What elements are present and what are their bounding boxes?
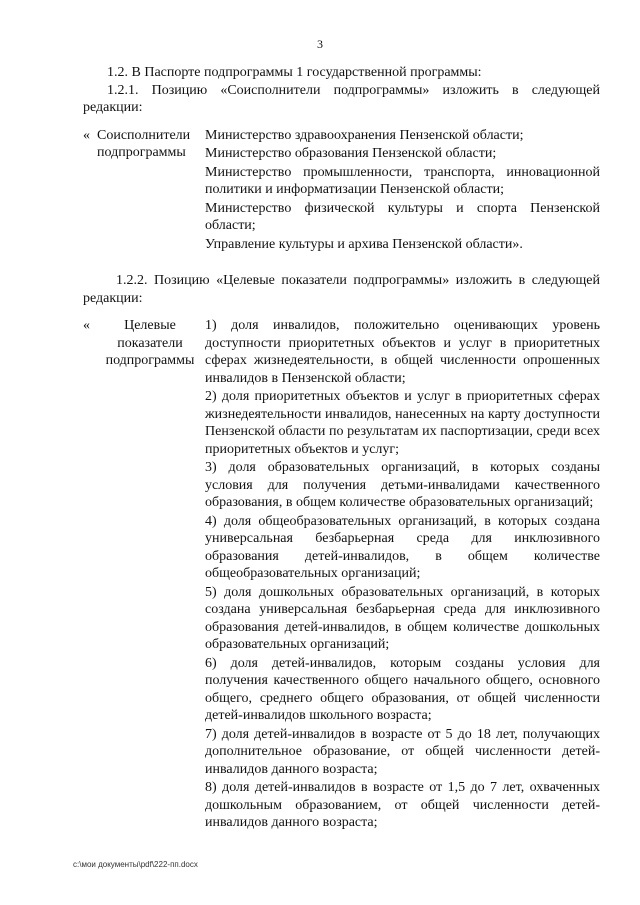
indicator-item: 4) доля общеобразовательных организаций, в которых создана универсальная безбарьерная среда для инклюзивного образования детей-инвалидов, в общем количестве общеобразовательных организаций;	[205, 513, 600, 581]
opening-quote: «	[83, 318, 90, 333]
co-executor-item: Министерство образования Пензенской области;	[205, 146, 497, 161]
indicator-item: 6) доля детей-инвалидов, которым созданы условия для получения качественного общего начального общего, основного общего, среднего общего образования, от общей численности детей-инвалидов школьного возраста;	[205, 655, 600, 723]
indicator-item: 8) доля детей-инвалидов в возрасте от 1,5 до 7 лет, охваченных дошкольным образованием, от общей численности детей-инвалидов данного возраста;	[205, 780, 600, 830]
co-executor-item: Управление культуры и архива Пензенской области».	[205, 236, 523, 252]
page-number: 3	[317, 37, 323, 51]
co-executors-label-cell	[83, 127, 205, 255]
target-indicators-label: Целевые показатели подпрограммы	[105, 318, 195, 368]
co-executor-item: Министерство физической культуры и спорта Пензенской области;	[205, 200, 600, 233]
indicator-item: 5) доля дошкольных образовательных организаций, в которых создана универсальная безбарьерная среда для инклюзивного образования детей-инвалидов, в общем количестве дошкольных образовательных организаций;	[205, 584, 600, 652]
document-body	[83, 64, 600, 833]
target-indicators-list	[205, 317, 600, 833]
co-executors-label: Соисполнители подпрограммы	[97, 127, 191, 160]
co-executors-table	[83, 127, 600, 255]
target-indicators-label-cell	[83, 317, 205, 833]
file-path-footer: c:\мои документы\pdf\222-пп.docx	[73, 860, 198, 869]
co-executor-item: Министерство здравоохранения Пензенской области;	[205, 127, 524, 143]
section-1-2-2: 1.2.2. Позицию «Целевые показатели подпрограммы» изложить в следующей редакции:	[83, 273, 600, 306]
co-executor-item: Министерство промышленности, транспорта, инновационной политики и информатизации Пензенской области;	[205, 164, 600, 197]
indicator-item: 7) доля детей-инвалидов в возрасте от 5 до 18 лет, получающих дополнительное образование, от общей численности детей-инвалидов данного возраста;	[205, 726, 600, 777]
opening-quote: «	[83, 127, 90, 143]
target-indicators-table	[83, 317, 600, 833]
indicator-item: 1) доля инвалидов, положительно оценивающих уровень доступности приоритетных объектов и услуг в приоритетных сферах жизнедеятельности, в общей численности опрошенных инвалидов в Пензенской области;	[205, 318, 600, 386]
co-executors-list	[205, 127, 600, 255]
section-1-2-1: 1.2.1. Позицию «Соисполнители подпрограммы» изложить в следующей редакции:	[83, 82, 600, 115]
indicator-item: 2) доля приоритетных объектов и услуг в приоритетных сферах жизнедеятельности инвалидов, нанесенных на карту доступности Пензенской области по результатам их паспортизации, среди всех приоритетных объектов и услуг;	[205, 389, 600, 457]
indicator-item: 3) доля образовательных организаций, в которых созданы условия для получения детьми-инвалидами качественного образования, в общем количестве образовательных организаций;	[205, 460, 600, 510]
section-1-2: 1.2. В Паспорте подпрограммы 1 государственной программы:	[107, 65, 482, 80]
